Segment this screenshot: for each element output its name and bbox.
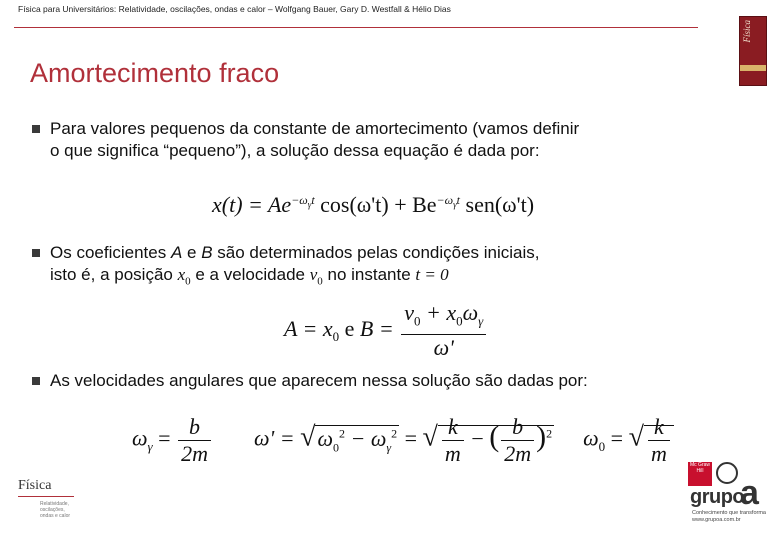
eq3-rad1-a: ω	[317, 425, 333, 451]
publisher-logo-word: Física	[18, 478, 52, 493]
grupo-logo-word: grupo	[690, 486, 745, 508]
eq3-radicand-2: $\frac{k}{m}$ − ( $\frac{b}{2m}$ )$^2$	[438, 425, 554, 451]
eq3-rad1-b-sub: γ	[386, 439, 392, 454]
eq2-den: ω'	[433, 335, 454, 361]
bullet-2-line-1	[50, 242, 540, 264]
eq2-num-v-sub: 0	[413, 313, 421, 329]
mcgraw-hill-logo: Mc Graw Hill	[688, 462, 712, 486]
eq3-w0: ω	[583, 425, 599, 451]
eq3-eq3: =	[605, 425, 629, 451]
eq1-lhs: x(t) = Ae	[212, 192, 292, 217]
eq3-rad1-a-sup: 2	[339, 426, 345, 441]
eq1-exp1-sub: γ	[307, 199, 312, 210]
publisher-logo-rule	[18, 496, 74, 497]
book-cover-band	[740, 65, 766, 71]
grupo-tagline	[692, 510, 766, 524]
eq2-num-w: ω	[462, 300, 479, 325]
eq1-exp2: −ω	[436, 192, 454, 207]
eq3-rad2-b: b	[512, 414, 524, 439]
eq1-exp1: −ω	[291, 192, 308, 207]
grupo-tagline-1: Conhecimento que transforma	[692, 510, 766, 516]
sqrt-icon: √	[628, 421, 644, 453]
b2-l2-b: e a velocidade	[190, 265, 310, 284]
eq3-rad2-minus: −	[465, 425, 490, 451]
equation-solution	[212, 192, 534, 218]
eq2-num-v: v	[404, 300, 414, 325]
bullet-1-line-2: o que significa “pequeno”), a solução dessa equação é dada por:	[50, 141, 540, 160]
bullet-3-line-1: As velocidades angulares que aparecem nessa solução são dadas por:	[50, 371, 588, 390]
eq2-numerator	[401, 300, 486, 335]
header-divider	[14, 27, 698, 28]
equation-coefficients	[284, 300, 488, 361]
b2-l1-b: e	[182, 243, 202, 262]
eq1-exp1-t: t	[311, 192, 315, 207]
bullet-3-text	[50, 370, 588, 392]
b2-l1-B: B	[201, 243, 213, 262]
eq1-sen: sen(ω't)	[460, 192, 535, 217]
eq3-rad1-minus: − ω	[345, 425, 387, 451]
eq3-rad1-b-sup: 2	[391, 426, 398, 441]
eq3-radicand-1	[315, 425, 399, 454]
bullet-2-text	[50, 242, 540, 292]
eq3-rad1-a-sub: 0	[333, 439, 339, 454]
b2-l1-c: são determinados pelas condições iniciais,	[212, 243, 540, 262]
b2-l2-c: no instante	[322, 265, 416, 284]
b2-l2-a: isto é, a posição	[50, 265, 178, 284]
eq1-exp2-t: t	[456, 192, 461, 207]
eq3-rad3-m: m	[650, 441, 667, 466]
eq3-eq: =	[152, 425, 177, 451]
b2-l1-a: Os coeficientes	[50, 243, 171, 262]
bullet-square-icon	[32, 377, 40, 385]
eq1-exp2-sub: γ	[453, 199, 457, 210]
eq3-rad3-k: k	[654, 414, 664, 439]
b2-l2-t: t = 0	[415, 265, 449, 284]
eq2-denominator	[401, 335, 486, 361]
eq3-frac-b-2m	[178, 414, 211, 467]
bullet-2-line-2	[50, 264, 540, 292]
eq3-rad2-sup: 2	[546, 426, 553, 441]
equation-angular-velocities	[132, 414, 674, 467]
book-cover-image	[739, 16, 767, 86]
b2-l2-v0-sub: 0	[317, 275, 323, 288]
b2-l2-v0: v	[309, 265, 318, 284]
eq2-A: A = x	[284, 315, 333, 341]
bullet-square-icon	[32, 249, 40, 257]
sqrt-icon: √	[300, 421, 316, 453]
eq3-w-gamma-sub: γ	[147, 438, 153, 454]
bullet-1-line-1: Para valores pequenos da constante de amortecimento (vamos definir	[50, 119, 580, 138]
eq3-rad2-2m: 2m	[504, 441, 532, 466]
eq3-rad2-m: m	[444, 441, 461, 466]
eq1-cos: cos(ω't) + Be	[314, 192, 437, 217]
header-citation: Física para Universitários: Relatividade, oscilações, ondas e calor – Wolfgang Bauer, Gary D. Westfall & Hélio Dias	[18, 4, 451, 14]
eq2-num-x-sub: 0	[456, 313, 463, 329]
eq2-A-sub: 0	[332, 329, 340, 345]
b2-l2-x0-sub: 0	[185, 275, 191, 288]
eq3-rad2-k: k	[447, 414, 458, 439]
eq2-num-plus: + x	[420, 300, 457, 325]
eq3-frac-num: b	[189, 414, 201, 439]
slide-title: Amortecimento fraco	[30, 58, 280, 88]
grupo-logo-a: a	[740, 474, 759, 512]
eq2-B: B =	[359, 315, 400, 341]
eq3-w-prime: ω' =	[253, 425, 301, 451]
eq2-and: e	[339, 315, 360, 341]
b2-l1-A: A	[170, 243, 183, 262]
grupo-tagline-2: www.grupoa.com.br	[692, 517, 741, 523]
bullet-1-text	[50, 118, 579, 162]
eq3-radicand-3	[644, 414, 674, 466]
b2-l2-x0: x	[177, 265, 186, 284]
eq2-num-w-sub: γ	[478, 313, 484, 329]
eq2-fraction	[401, 300, 486, 361]
university-seal-icon	[716, 462, 738, 484]
bullet-square-icon	[32, 125, 40, 133]
eq3-w-gamma: ω	[132, 425, 148, 451]
eq3-eq2: =	[399, 425, 423, 451]
publisher-logo-subtitle: Relatividade, oscilações, ondas e calor	[40, 501, 71, 519]
eq3-w0-sub: 0	[598, 438, 606, 454]
eq3-frac-den: 2m	[181, 441, 208, 466]
publisher-logo	[18, 478, 78, 528]
sqrt-icon: √	[422, 421, 438, 453]
book-cover-title: Física	[742, 20, 752, 43]
